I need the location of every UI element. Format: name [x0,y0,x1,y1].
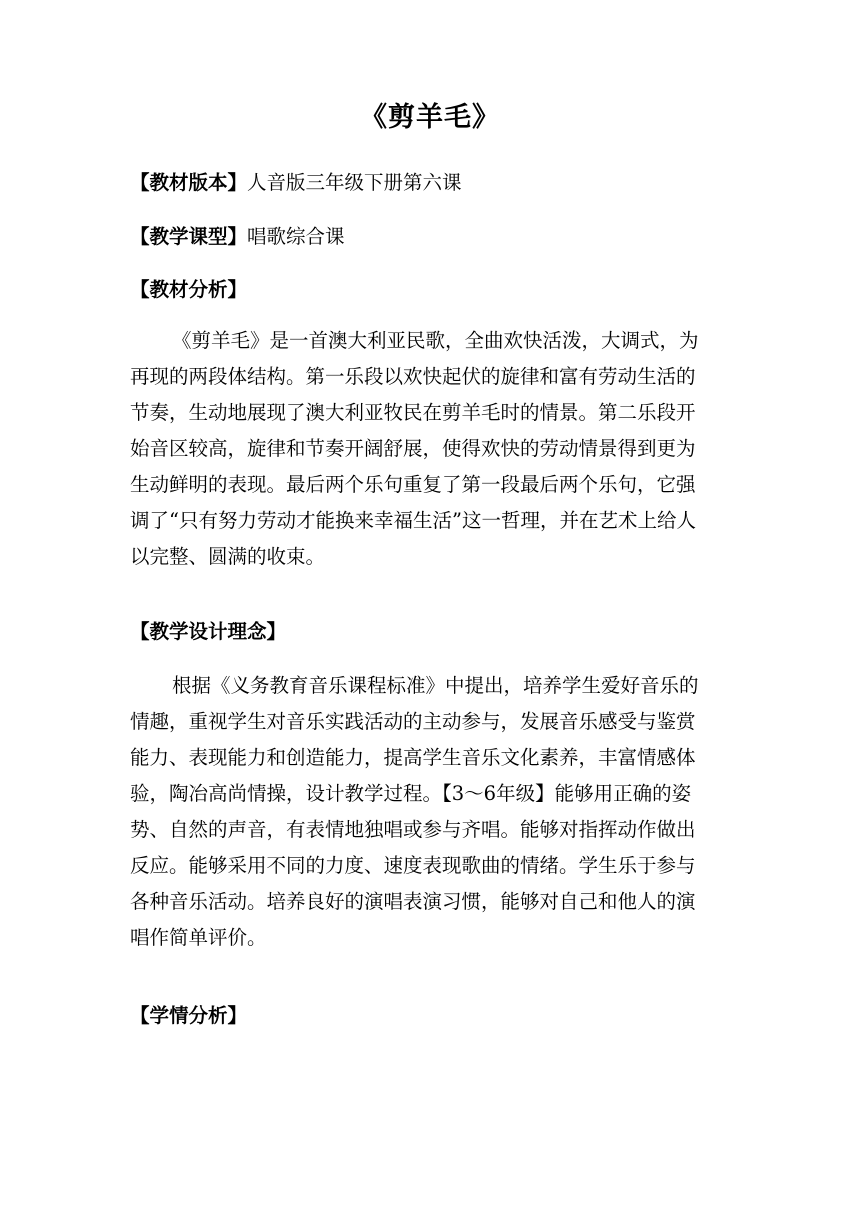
paragraph-line: 再现的两段体结构。第一乐段以欢快起伏的旋律和富有劳动生活的 [130,365,696,388]
paragraph-line: 势、自然的声音，有表情地独唱或参与齐唱。能够对指挥动作做出 [130,818,696,841]
section-body-design-philosophy [130,668,730,956]
paragraph-line: 节奏，生动地展现了澳大利亚牧民在剪羊毛时的情景。第二乐段开 [130,401,696,424]
paragraph-line: 以完整、圆满的收束。 [130,545,326,568]
section-heading-learner-analysis: 【学情分析】 [130,1004,248,1027]
paragraph-line: 生动鲜明的表现。最后两个乐句重复了第一段最后两个乐句，它强 [130,473,696,496]
paragraph-line: 验，陶冶高尚情操，设计教学过程。【3～6年级】能够用正确的姿 [130,782,692,805]
meta-edition [130,168,462,198]
meta-edition-label: 【教材版本】 [130,171,248,194]
section-heading-design-philosophy: 【教学设计理念】 [130,620,287,643]
paragraph-line: 根据《义务教育音乐课程标准》中提出，培养学生爱好音乐的 [172,674,699,697]
section-body-material-analysis [130,323,730,575]
paragraph-line: 唱作简单评价。 [130,926,267,949]
paragraph-line: 《剪羊毛》是一首澳大利亚民歌，全曲欢快活泼，大调式，为 [172,329,699,352]
meta-lesson-type-value: 唱歌综合课 [247,225,345,248]
paragraph-line: 反应。能够采用不同的力度、速度表现歌曲的情绪。学生乐于参与 [130,854,696,877]
document-title: 《剪羊毛》 [360,102,500,133]
meta-lesson-type-label: 【教学课型】 [130,225,248,248]
paragraph-line: 情趣，重视学生对音乐实践活动的主动参与，发展音乐感受与鉴赏 [130,710,696,733]
section-heading-material-analysis: 【教材分析】 [130,278,248,301]
paragraph-line: 各种音乐活动。培养良好的演唱表演习惯，能够对自己和他人的演 [130,890,696,913]
meta-edition-value: 人音版三年级下册第六课 [247,171,462,194]
paragraph-line: 能力、表现能力和创造能力，提高学生音乐文化素养，丰富情感体 [130,746,696,769]
paragraph-line: 调了“只有努力劳动才能换来幸福生活”这一哲理，并在艺术上给人 [130,509,696,532]
meta-lesson-type [130,222,345,252]
paragraph-line: 始音区较高，旋律和节奏开阔舒展，使得欢快的劳动情景得到更为 [130,437,696,460]
